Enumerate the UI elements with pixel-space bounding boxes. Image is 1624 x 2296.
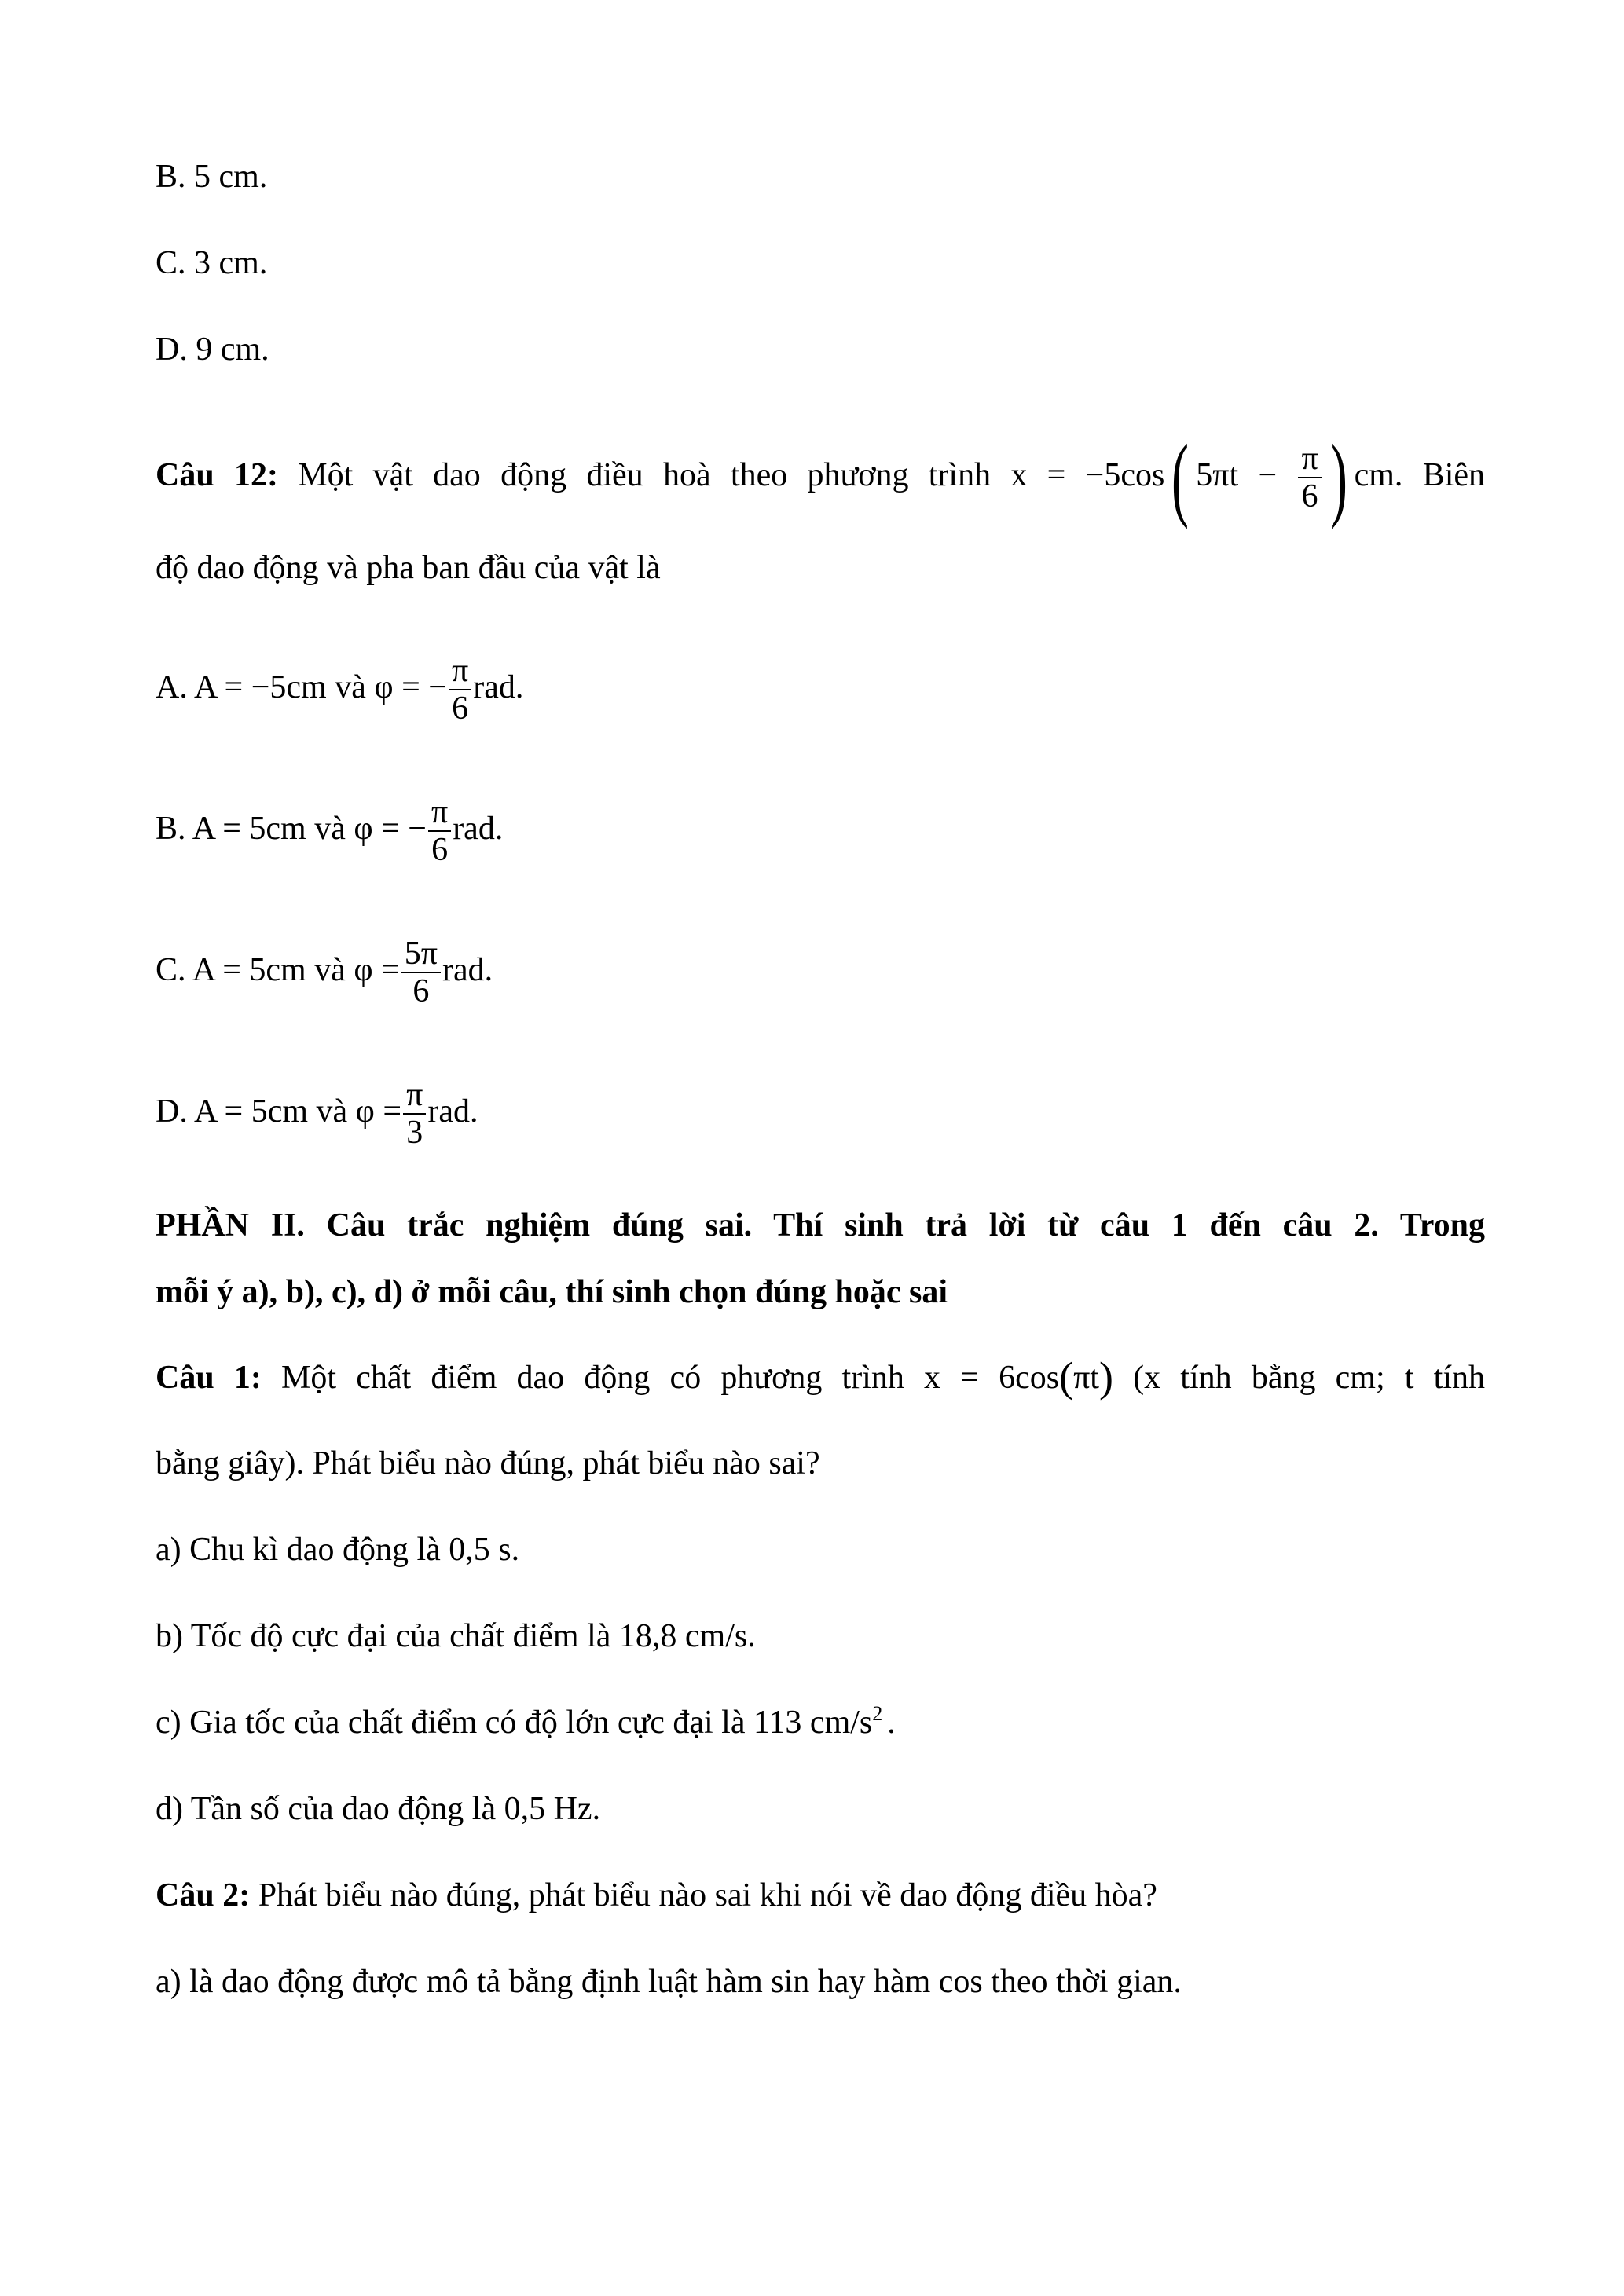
right-paren: ) [1329,425,1347,530]
eq-frac-den: 6 [1301,478,1318,515]
question-2-text: Phát biểu nào đúng, phát biểu nào sai khi nói về dao động điều hòa? [258,1877,1157,1913]
q1-eq-inner: πt [1073,1360,1099,1396]
option-b-text: A = 5cm và φ = − [192,811,427,847]
question-12-text: Một vật dao động điều hoà theo phương trình [298,457,992,493]
question-2-item-a: a) là dao động được mô tả bằng định luật hàm sin hay hàm cos theo thời gian. [156,1964,1182,2000]
option-c-prev: C. 3 cm. [156,245,268,281]
question-1-equation [924,1353,1113,1401]
item-c-sup: 2 [872,1702,883,1725]
option-c-text: A = 5cm và φ = [192,952,400,988]
question-12-option-c [156,927,493,1013]
question-12-stem [156,424,1486,530]
option-b-suffix: rad. [453,811,504,847]
option-d-text: A = 5cm và φ = [194,1093,402,1130]
question-1-stem-line2: bằng giây). Phát biểu nào đúng, phát biểu nào sai? [156,1445,820,1481]
question-1-item-b: b) Tốc độ cực đại của chất điểm là 18,8 cm/s. [156,1618,756,1654]
question-12-equation [1010,425,1486,530]
question-12-stem-line2: độ dao động và pha ban đầu của vật là [156,550,661,586]
option-c-fraction [401,936,441,1009]
option-b-num: π [428,794,451,832]
option-a-num: π [449,653,471,690]
eq-inner: 5πt − [1196,457,1278,493]
question-1-text-after: (x tính bằng cm; t tính [1133,1360,1485,1396]
option-b-prev: B. 5 cm. [156,159,268,195]
eq-fraction [1298,441,1321,514]
option-a-den: 6 [452,690,469,727]
option-a-text: A = −5cm và φ = − [194,669,447,705]
left-paren: ( [1171,425,1190,530]
part-2-heading-line2: mỗi ý a), b), c), d) ở mỗi câu, thí sinh chọn đúng hoặc sai [156,1274,948,1310]
question-1-stem [156,1353,1485,1401]
question-2-stem [156,1876,1157,1915]
question-2-label: Câu 2: [156,1877,251,1913]
q1-left-paren: ( [1059,1353,1074,1401]
option-c-den: 6 [412,973,430,1010]
question-1-item-a: a) Chu kì dao động là 0,5 s. [156,1532,520,1568]
option-c-suffix: rad. [442,952,493,988]
option-a-prefix: A. [156,669,188,705]
item-c-text: c) Gia tốc của chất điểm có độ lớn cực đại là 113 cm/s [156,1705,873,1741]
option-a-suffix: rad. [473,669,524,705]
question-12-option-a [156,644,523,731]
part-2-heading-line1: PHẦN II. Câu trắc nghiệm đúng sai. Thí sinh trả lời từ câu 1 đến câu 2. Trong [156,1207,1485,1243]
option-d-num: π [403,1077,426,1115]
option-d-prev: D. 9 cm. [156,331,269,368]
option-d-fraction [403,1077,426,1151]
eq-unit: cm. Biên [1354,457,1486,493]
option-c-num: 5π [401,936,441,973]
question-12-option-d [156,1068,478,1155]
option-d-den: 3 [406,1115,423,1152]
eq-frac-num: π [1298,441,1321,478]
item-c-end: . [887,1705,896,1741]
q1-eq-lhs: x = 6cos [924,1360,1060,1396]
question-1-text: Một chất điểm dao động có phương trình [281,1360,904,1396]
option-b-den: 6 [431,832,449,869]
option-b-fraction [428,794,451,868]
option-c-prefix: C. [156,952,186,988]
question-12-label: Câu 12: [156,457,278,493]
question-1-item-d: d) Tần số của dao động là 0,5 Hz. [156,1791,601,1827]
question-12-option-b [156,785,503,872]
option-a-fraction [449,653,471,727]
option-b-prefix: B. [156,811,186,847]
eq-lhs: x = −5cos [1010,457,1165,493]
option-d-suffix: rad. [427,1093,478,1130]
q1-right-paren: ) [1098,1353,1113,1401]
question-1-item-c [156,1703,896,1742]
option-d-prefix: D. [156,1093,188,1130]
question-1-label: Câu 1: [156,1360,262,1396]
